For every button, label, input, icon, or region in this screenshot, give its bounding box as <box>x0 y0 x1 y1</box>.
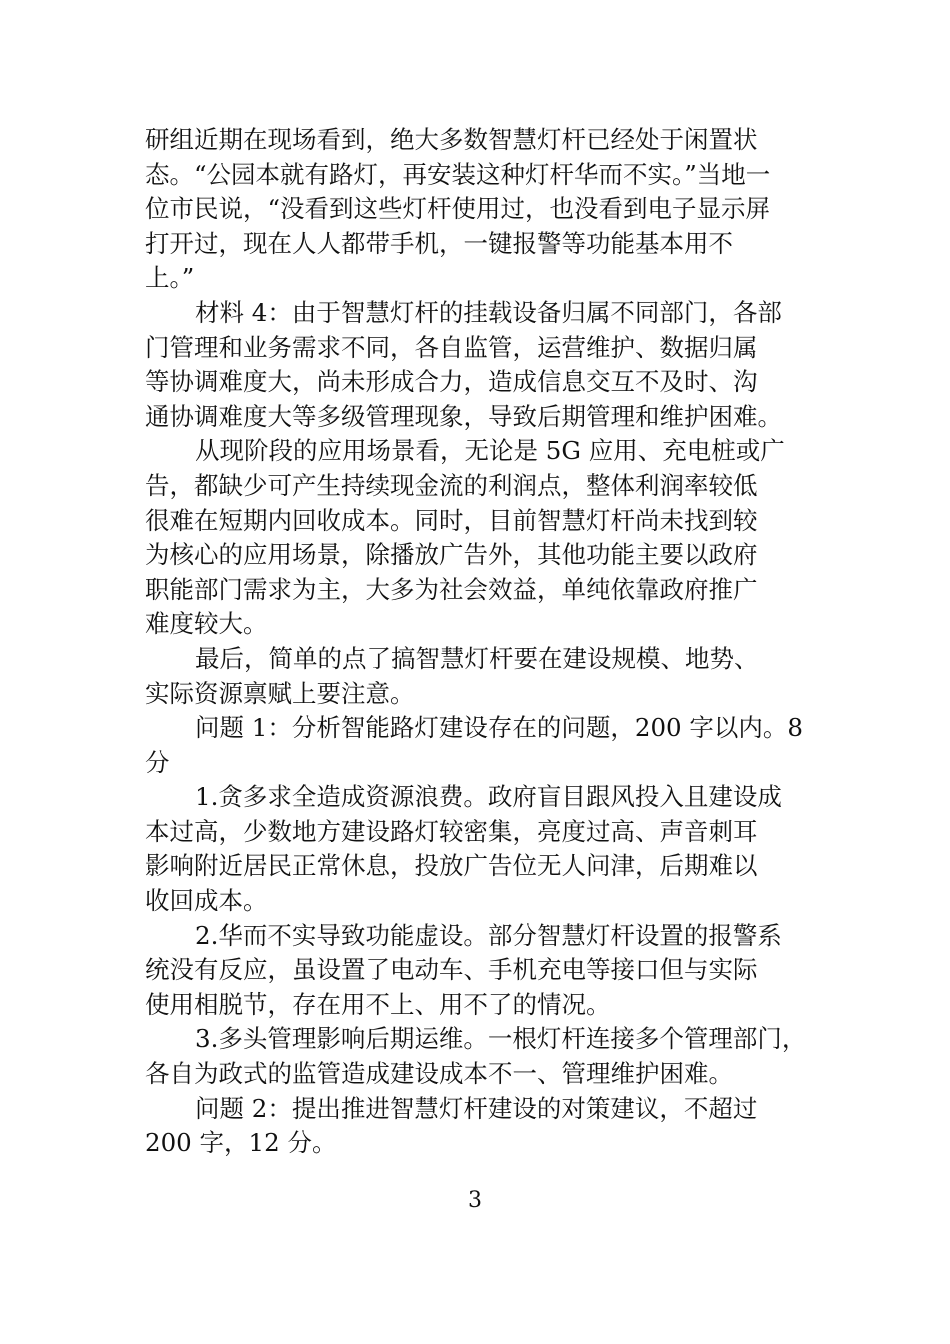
text-line: 通协调难度大等多级管理现象，导致后期管理和维护困难。 <box>145 401 782 431</box>
body-text <box>145 123 810 1161</box>
text-line: 实际资源禀赋上要注意。 <box>145 678 415 708</box>
text-line: 研组近期在现场看到，绝大多数智慧灯杆已经处于闲置状 <box>145 125 758 154</box>
text-line: 门管理和业务需求不同，各自监管，运营维护、数据归属 <box>145 332 758 362</box>
paragraph-start-line: 从现阶段的应用场景看，无论是 5G 应用、充电桩或广 <box>195 436 785 466</box>
question-2-line: 问题 2：提出推进智慧灯杆建设的对策建议，不超过 <box>195 1093 758 1123</box>
text-line: 影响附近居民正常休息，投放广告位无人问津，后期难以 <box>145 851 758 881</box>
text-line: 200 字，12 分。 <box>145 1128 337 1158</box>
text-line: 统没有反应，虽设置了电动车、手机充电等接口但与实际 <box>145 955 758 985</box>
question-1-line: 问题 1：分析智能路灯建设存在的问题，200 字以内。8 <box>195 713 804 743</box>
text-line: 态。“公园本就有路灯，再安装这种灯杆华而不实。”当地一 <box>145 159 771 189</box>
text-line: 收回成本。 <box>145 886 268 916</box>
text-line: 为核心的应用场景，除播放广告外，其他功能主要以政府 <box>145 540 758 570</box>
text-line: 等协调难度大，尚未形成合力，造成信息交互不及时、沟 <box>145 367 758 397</box>
text-line: 本过高，少数地方建设路灯较密集，亮度过高、声音刺耳 <box>145 816 758 846</box>
text-line: 各自为政式的监管造成建设成本不一、管理维护困难。 <box>145 1059 733 1089</box>
text-line: 位市民说，“没看到这些灯杆使用过，也没看到电子显示屏 <box>145 194 771 224</box>
answer-point-2-line: 2.华而不实导致功能虚设。部分智慧灯杆设置的报警系 <box>195 920 782 950</box>
text-line: 告，都缺少可产生持续现金流的利润点，整体利润率较低 <box>145 470 758 500</box>
text-line: 职能部门需求为主，大多为社会效益，单纯依靠政府推广 <box>145 574 758 604</box>
text-line: 分 <box>145 747 170 777</box>
answer-point-1-line: 1.贪多求全造成资源浪费。政府盲目跟风投入且建设成 <box>195 782 782 812</box>
answer-point-3-line: 3.多头管理影响后期运维。一根灯杆连接多个管理部门， <box>195 1024 807 1054</box>
text-line: 打开过，现在人人都带手机，一键报警等功能基本用不 <box>145 228 733 258</box>
text-line: 上。” <box>145 263 195 293</box>
paragraph-start-line: 最后，简单的点了搞智慧灯杆要在建设规模、地势、 <box>195 643 759 673</box>
paragraph-start-line: 材料 4：由于智慧灯杆的挂载设备归属不同部门，各部 <box>195 297 782 327</box>
page-number: 3 <box>468 1188 482 1213</box>
text-line: 使用相脱节，存在用不上、用不了的情况。 <box>145 989 611 1019</box>
text-line: 很难在短期内回收成本。同时，目前智慧灯杆尚未找到较 <box>145 505 758 535</box>
text-line: 难度较大。 <box>145 609 268 639</box>
